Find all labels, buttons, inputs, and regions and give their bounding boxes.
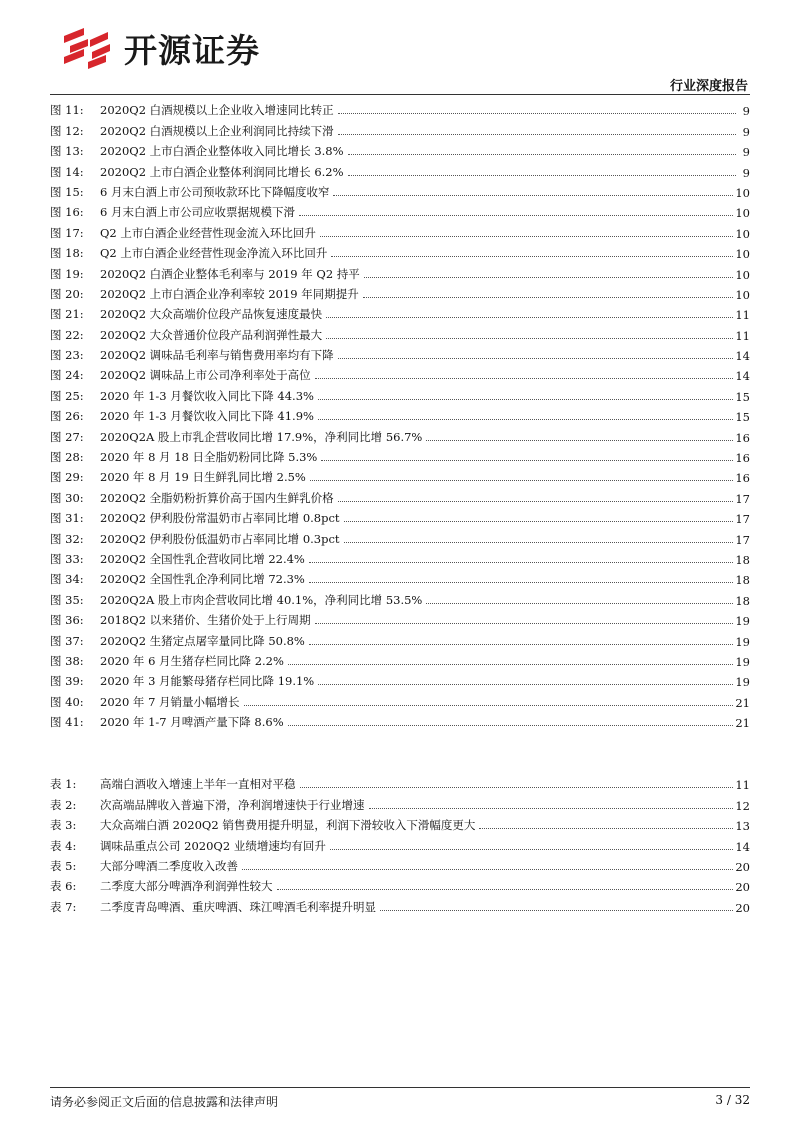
toc-entry-number: 图 34: bbox=[50, 572, 84, 587]
toc-entry-title: 6 月末白酒上市公司预收款环比下降幅度收窄 bbox=[100, 184, 330, 199]
toc-dot-leader bbox=[242, 869, 733, 870]
figure-toc-entry[interactable] bbox=[50, 465, 750, 485]
figure-toc-entry[interactable] bbox=[50, 261, 750, 281]
toc-entry-page: 11 bbox=[735, 778, 750, 793]
toc-entry-number: 图 19: bbox=[50, 266, 84, 281]
toc-entry-title: 2020 年 1-7 月啤酒产量下降 8.6% bbox=[100, 715, 284, 730]
toc-dot-leader bbox=[333, 195, 733, 196]
figure-toc-entry[interactable] bbox=[50, 445, 750, 465]
toc-entry-title: 2020Q2 生猪定点屠宰量同比降 50.8% bbox=[100, 633, 305, 648]
toc-entry-title: 2020Q2A 股上市乳企营收同比增 17.9%，净利同比增 56.7% bbox=[100, 429, 423, 444]
figure-toc-entry[interactable] bbox=[50, 526, 750, 546]
footer-disclaimer: 请务必参阅正文后面的信息披露和法律声明 bbox=[50, 1095, 279, 1109]
figure-toc-entry[interactable] bbox=[50, 587, 750, 607]
toc-entry-page: 10 bbox=[735, 247, 750, 262]
toc-dot-leader bbox=[288, 664, 733, 665]
toc-entry-number: 图 35: bbox=[50, 592, 84, 607]
toc-dot-leader bbox=[348, 154, 736, 155]
toc-entry-number: 图 25: bbox=[50, 388, 84, 403]
toc-entry-title: 2020Q2 全脂奶粉折算价高于国内生鲜乳价格 bbox=[100, 490, 334, 505]
toc-entry-number: 图 27: bbox=[50, 429, 84, 444]
toc-entry-title: 2020Q2 上市白酒企业净利率较 2019 年同期提升 bbox=[100, 286, 359, 301]
toc-entry-page: 13 bbox=[735, 819, 750, 834]
toc-entry-page: 10 bbox=[735, 267, 750, 282]
toc-dot-leader bbox=[369, 808, 734, 809]
figure-toc-entry[interactable] bbox=[50, 383, 750, 403]
toc-dot-leader bbox=[299, 215, 733, 216]
toc-entry-number: 图 23: bbox=[50, 348, 84, 363]
company-logo bbox=[62, 26, 260, 70]
toc-entry-page: 19 bbox=[735, 634, 750, 649]
toc-dot-leader bbox=[330, 849, 734, 850]
page-number: 3 / 32 bbox=[715, 1093, 750, 1107]
toc-entry-page: 17 bbox=[735, 512, 750, 527]
toc-dot-leader bbox=[321, 460, 733, 461]
toc-entry-page: 9 bbox=[742, 165, 750, 180]
toc-entry-number: 图 40: bbox=[50, 694, 84, 709]
toc-entry-number: 图 15: bbox=[50, 184, 84, 199]
toc-dot-leader bbox=[320, 236, 733, 237]
toc-dot-leader bbox=[326, 317, 733, 318]
toc-entry-title: Q2 上市白酒企业经营性现金净流入环比回升 bbox=[100, 246, 328, 261]
toc-dot-leader bbox=[244, 705, 734, 706]
toc-entry-page: 9 bbox=[742, 104, 750, 119]
toc-entry-page: 10 bbox=[735, 226, 750, 241]
figure-toc-entry[interactable] bbox=[50, 180, 750, 200]
toc-entry-page: 16 bbox=[735, 451, 750, 466]
toc-entry-number: 图 41: bbox=[50, 715, 84, 730]
toc-entry-title: 2020Q2 上市白酒企业整体利润同比增长 6.2% bbox=[100, 164, 344, 179]
toc-dot-leader bbox=[364, 277, 734, 278]
toc-dot-leader bbox=[348, 175, 736, 176]
table-toc-entry[interactable] bbox=[50, 813, 750, 833]
toc-entry-page: 17 bbox=[735, 532, 750, 547]
table-toc-entry[interactable] bbox=[50, 894, 750, 914]
toc-entry-page: 18 bbox=[735, 573, 750, 588]
toc-entry-page: 16 bbox=[735, 430, 750, 445]
toc-entry-title: 2020 年 7 月销量小幅增长 bbox=[100, 694, 240, 709]
toc-entry-page: 14 bbox=[735, 369, 750, 384]
toc-dot-leader bbox=[300, 787, 734, 788]
toc-entry-title: 2020Q2 大众普通价位段产品利润弹性最大 bbox=[100, 327, 323, 342]
figure-toc-entry[interactable] bbox=[50, 567, 750, 587]
toc-entry-title: 2020Q2 全国性乳企营收同比增 22.4% bbox=[100, 551, 305, 566]
toc-dot-leader bbox=[344, 542, 734, 543]
toc-entry-number: 图 39: bbox=[50, 674, 84, 689]
toc-dot-leader bbox=[318, 419, 733, 420]
toc-entry-number: 图 18: bbox=[50, 246, 84, 261]
toc-entry-number: 图 26: bbox=[50, 409, 84, 424]
toc-entry-number: 图 14: bbox=[50, 164, 84, 179]
figure-toc-entry[interactable] bbox=[50, 200, 750, 220]
toc-entry-title: 2020 年 8 月 18 日全脂奶粉同比降 5.3% bbox=[100, 450, 318, 465]
toc-entry-number: 图 11: bbox=[50, 103, 84, 118]
toc-entry-number: 图 30: bbox=[50, 490, 84, 505]
toc-dot-leader bbox=[338, 134, 736, 135]
toc-entry-title: 2020Q2 调味品上市公司净利率处于高位 bbox=[100, 368, 311, 383]
toc-entry-title: 2020 年 8 月 19 日生鲜乳同比增 2.5% bbox=[100, 470, 306, 485]
toc-dot-leader bbox=[310, 480, 733, 481]
toc-entry-page: 11 bbox=[735, 328, 750, 343]
toc-entry-title: Q2 上市白酒企业经营性现金流入环比回升 bbox=[100, 225, 316, 240]
toc-entry-page: 9 bbox=[742, 124, 750, 139]
toc-entry-number: 图 24: bbox=[50, 368, 84, 383]
toc-entry-number: 图 33: bbox=[50, 551, 84, 566]
toc-entry-page: 19 bbox=[735, 654, 750, 669]
toc-entry-title: 2020Q2 全国性乳企净利同比增 72.3% bbox=[100, 572, 305, 587]
toc-entry-number: 图 17: bbox=[50, 225, 84, 240]
toc-entry-title: 2020 年 3 月能繁母猪存栏同比降 19.1% bbox=[100, 674, 315, 689]
toc-dot-leader bbox=[344, 521, 734, 522]
toc-entry-title: 二季度青岛啤酒、重庆啤酒、珠江啤酒毛利率提升明显 bbox=[100, 899, 376, 914]
toc-entry-title: 2020Q2 调味品毛利率与销售费用率均有下降 bbox=[100, 348, 334, 363]
toc-entry-page: 18 bbox=[735, 593, 750, 608]
figure-toc-entry[interactable] bbox=[50, 363, 750, 383]
toc-entry-page: 11 bbox=[735, 308, 750, 323]
figure-toc-entry[interactable] bbox=[50, 159, 750, 179]
toc-dot-leader bbox=[426, 440, 733, 441]
toc-entry-page: 14 bbox=[735, 349, 750, 364]
toc-entry-title: 2020Q2 白酒规模以上企业收入增速同比转正 bbox=[100, 103, 334, 118]
toc-entry-title: 2020Q2 伊利股份低温奶市占率同比增 0.3pct bbox=[100, 531, 340, 546]
toc-entry-page: 10 bbox=[735, 206, 750, 221]
toc-entry-number: 图 32: bbox=[50, 531, 84, 546]
figure-toc-entry[interactable] bbox=[50, 424, 750, 444]
toc-entry-title: 2018Q2 以来猪价、生猪价处于上行周期 bbox=[100, 613, 311, 628]
toc-entry-number: 表 4: bbox=[50, 838, 77, 853]
toc-entry-page: 15 bbox=[735, 389, 750, 404]
toc-entry-number: 表 3: bbox=[50, 818, 77, 833]
table-toc-entry[interactable] bbox=[50, 874, 750, 894]
table-toc-entry[interactable] bbox=[50, 854, 750, 874]
toc-entry-number: 表 7: bbox=[50, 899, 77, 914]
toc-entry-page: 20 bbox=[735, 880, 750, 895]
toc-entry-page: 10 bbox=[735, 287, 750, 302]
toc-entry-number: 表 2: bbox=[50, 797, 77, 812]
toc-dot-leader bbox=[479, 828, 733, 829]
toc-dot-leader bbox=[426, 603, 733, 604]
toc-dot-leader bbox=[309, 582, 734, 583]
toc-entry-title: 2020Q2A 股上市肉企营收同比增 40.1%，净利同比增 53.5% bbox=[100, 592, 423, 607]
kaiyuan-logo-icon bbox=[62, 26, 112, 70]
toc-entry-title: 调味品重点公司 2020Q2 业绩增速均有回升 bbox=[100, 838, 326, 853]
figure-toc-entry[interactable] bbox=[50, 710, 750, 730]
toc-entry-title: 大部分啤酒二季度收入改善 bbox=[100, 858, 238, 873]
toc-entry-page: 15 bbox=[735, 410, 750, 425]
footer-divider bbox=[50, 1087, 750, 1088]
toc-dot-leader bbox=[277, 889, 734, 890]
toc-entry-page: 19 bbox=[735, 614, 750, 629]
toc-dot-leader bbox=[338, 358, 734, 359]
header-divider bbox=[50, 94, 750, 95]
figure-toc-entry[interactable] bbox=[50, 241, 750, 261]
figure-toc-entry[interactable] bbox=[50, 669, 750, 689]
toc-entry-title: 2020 年 1-3 月餐饮收入同比下降 41.9% bbox=[100, 409, 314, 424]
toc-entry-page: 9 bbox=[742, 145, 750, 160]
toc-entry-number: 图 28: bbox=[50, 450, 84, 465]
toc-entry-page: 10 bbox=[735, 185, 750, 200]
toc-dot-leader bbox=[326, 338, 733, 339]
figure-toc-entry[interactable] bbox=[50, 302, 750, 322]
figure-toc-entry[interactable] bbox=[50, 139, 750, 159]
toc-dot-leader bbox=[288, 725, 734, 726]
toc-entry-page: 17 bbox=[735, 491, 750, 506]
toc-entry-number: 图 37: bbox=[50, 633, 84, 648]
toc-dot-leader bbox=[338, 501, 734, 502]
table-toc-entry[interactable] bbox=[50, 772, 750, 792]
toc-entry-page: 18 bbox=[735, 552, 750, 567]
toc-entry-number: 图 16: bbox=[50, 205, 84, 220]
toc-entry-number: 图 13: bbox=[50, 144, 84, 159]
toc-dot-leader bbox=[338, 113, 736, 114]
figure-toc-entry[interactable] bbox=[50, 404, 750, 424]
toc-entry-page: 14 bbox=[735, 839, 750, 854]
figure-toc-entry[interactable] bbox=[50, 547, 750, 567]
toc-entry-title: 大众高端白酒 2020Q2 销售费用提升明显，利润下滑较收入下滑幅度更大 bbox=[100, 818, 476, 833]
toc-entry-title: 2020 年 6 月生猪存栏同比降 2.2% bbox=[100, 653, 284, 668]
toc-entry-page: 20 bbox=[735, 859, 750, 874]
toc-entry-title: 6 月末白酒上市公司应收票据规模下滑 bbox=[100, 205, 295, 220]
toc-entry-number: 图 20: bbox=[50, 286, 84, 301]
table-toc-entry[interactable] bbox=[50, 833, 750, 853]
toc-entry-number: 表 5: bbox=[50, 858, 77, 873]
toc-entry-number: 图 21: bbox=[50, 307, 84, 322]
toc-entry-title: 2020Q2 白酒规模以上企业利润同比持续下滑 bbox=[100, 123, 334, 138]
toc-entry-page: 19 bbox=[735, 675, 750, 690]
toc-entry-page: 21 bbox=[735, 716, 750, 731]
toc-dot-leader bbox=[315, 378, 734, 379]
toc-entry-title: 二季度大部分啤酒净利润弹性较大 bbox=[100, 879, 273, 894]
figure-toc-entry[interactable] bbox=[50, 98, 750, 118]
table-list bbox=[50, 772, 750, 915]
toc-entry-title: 2020 年 1-3 月餐饮收入同比下降 44.3% bbox=[100, 388, 314, 403]
toc-dot-leader bbox=[363, 297, 734, 298]
toc-entry-number: 图 12: bbox=[50, 123, 84, 138]
toc-entry-page: 20 bbox=[735, 900, 750, 915]
figure-toc-entry[interactable] bbox=[50, 608, 750, 628]
figure-toc-entry[interactable] bbox=[50, 628, 750, 648]
figure-toc-entry[interactable] bbox=[50, 485, 750, 505]
figure-toc-entry[interactable] bbox=[50, 649, 750, 669]
toc-dot-leader bbox=[309, 562, 734, 563]
figure-list bbox=[50, 98, 750, 730]
toc-entry-number: 图 31: bbox=[50, 511, 84, 526]
toc-dot-leader bbox=[331, 256, 733, 257]
toc-entry-page: 21 bbox=[735, 695, 750, 710]
toc-entry-number: 表 6: bbox=[50, 879, 77, 894]
toc-entry-title: 高端白酒收入增速上半年一直相对平稳 bbox=[100, 777, 296, 792]
toc-dot-leader bbox=[318, 684, 733, 685]
toc-entry-title: 2020Q2 伊利股份常温奶市占率同比增 0.8pct bbox=[100, 511, 340, 526]
figure-toc-entry[interactable] bbox=[50, 343, 750, 363]
toc-entry-number: 图 38: bbox=[50, 653, 84, 668]
figure-toc-entry[interactable] bbox=[50, 689, 750, 709]
figure-toc-entry[interactable] bbox=[50, 282, 750, 302]
toc-entry-title: 次高端品牌收入普遍下滑，净利润增速快于行业增速 bbox=[100, 797, 365, 812]
toc-dot-leader bbox=[380, 910, 733, 911]
toc-entry-number: 图 29: bbox=[50, 470, 84, 485]
figure-toc-entry[interactable] bbox=[50, 118, 750, 138]
table-toc-entry[interactable] bbox=[50, 792, 750, 812]
toc-entry-page: 16 bbox=[735, 471, 750, 486]
toc-dot-leader bbox=[309, 644, 734, 645]
toc-entry-title: 2020Q2 上市白酒企业整体收入同比增长 3.8% bbox=[100, 144, 344, 159]
toc-entry-number: 图 22: bbox=[50, 327, 84, 342]
toc-entry-page: 12 bbox=[735, 798, 750, 813]
toc-entry-number: 图 36: bbox=[50, 613, 84, 628]
company-name: 开源证券 bbox=[124, 30, 260, 70]
toc-dot-leader bbox=[318, 399, 733, 400]
report-type-label: 行业深度报告 bbox=[669, 79, 748, 94]
figure-toc-entry[interactable] bbox=[50, 322, 750, 342]
toc-entry-title: 2020Q2 大众高端价位段产品恢复速度最快 bbox=[100, 307, 323, 322]
figure-toc-entry[interactable] bbox=[50, 220, 750, 240]
toc-dot-leader bbox=[315, 623, 734, 624]
figure-toc-entry[interactable] bbox=[50, 506, 750, 526]
toc-entry-title: 2020Q2 白酒企业整体毛利率与 2019 年 Q2 持平 bbox=[100, 266, 360, 281]
toc-entry-number: 表 1: bbox=[50, 777, 77, 792]
